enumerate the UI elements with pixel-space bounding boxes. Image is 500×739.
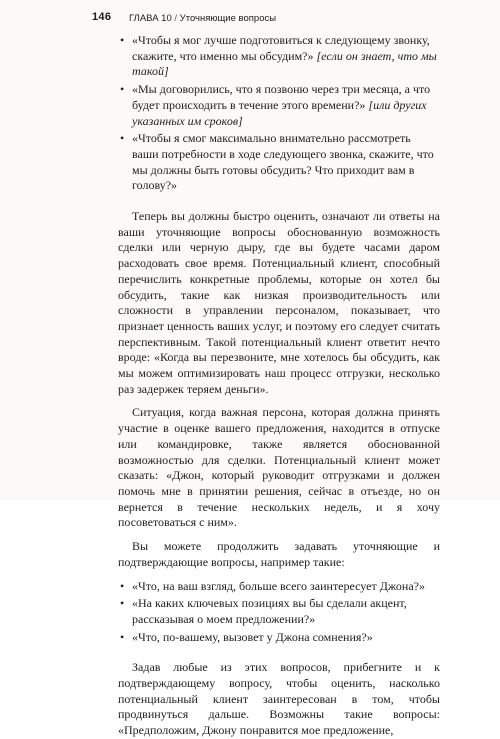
bullet-list-top <box>118 33 440 194</box>
chapter-label: ГЛАВА 10 <box>129 13 172 24</box>
paragraph: Вы можете продолжить задавать уточняющие и подтверждающие вопросы, например такие: <box>118 539 440 569</box>
paragraph: Задав любые из этих вопросов, прибегните и к подтверждающему вопросу, чтобы оценить, насколько потенциальный клиент заинтересован в том, чтобы продвинуться дальше. Возможны такие вопросы: «Предположим, Джону понравится мое предложение, <box>118 660 440 738</box>
body-text <box>118 33 440 739</box>
list-item-text: «Чтобы я мог лучше подготовиться к следующему звонку, скажите, что именно мы обсудим?» <box>132 33 430 63</box>
bullet-icon: • <box>120 33 125 47</box>
page-number: 146 <box>92 11 112 23</box>
bullet-icon: • <box>120 578 125 593</box>
list-item <box>118 579 440 595</box>
list-item-text: «Мы договорились, что я позвоню через три месяца, а что будет происходить в течение этого времени?» <box>132 82 431 112</box>
paragraph: Ситуация, когда важная персона, которая должна принять участие в оценке вашего предложения, находится в отпуске или командировке, также является обоснованной возможностью для сделки. Потенциальный клиент может сказать: «Джон, который руководит отгрузками и должен помочь мне в принятии решения, сейчас в отъезде, но он вернется в течение нескольких недель, и я хочу посоветоваться с ним». <box>118 405 440 530</box>
spacer <box>118 397 440 405</box>
bullet-icon: • <box>120 82 125 97</box>
paragraph: Теперь вы должны быстро оценить, означают ли ответы на ваши уточняющие вопросы обоснованную возможность сделки или черную дыру, где вы будете часами даром расходовать свое время. Потенциальный клиент, способный перечислить конкретные проблемы, которые он хотел бы обсудить, такие как низкая производительность или сложности в управлении персоналом, показывает, что признает ценность ваших услуг, и поэтому его следует считать перспективным. Такой потенциальный клиент ответит нечто вроде: «Когда вы перезвоните, мне хотелось бы обсудить, как мы можем оптимизировать наш процесс отгрузки, несколько раз задержек теряем деньги». <box>118 209 440 396</box>
list-item <box>118 630 440 646</box>
spacer <box>118 571 440 579</box>
list-item-note: [или других указанных им сроков] <box>132 97 427 128</box>
spacer <box>118 531 440 539</box>
list-item <box>118 33 440 80</box>
bullet-list-bottom <box>118 579 440 646</box>
bullet-icon: • <box>120 596 125 611</box>
bullet-icon: • <box>120 629 125 644</box>
bullet-icon: • <box>120 131 125 146</box>
spacer <box>118 647 440 660</box>
spacer <box>118 196 440 209</box>
list-item <box>118 131 440 194</box>
list-item-text: «Что, по-вашему, вызовет у Джона сомнения?» <box>132 629 373 644</box>
chapter-title: Уточняющие вопросы <box>179 13 277 24</box>
header-separator: / <box>174 13 178 24</box>
chapter-heading <box>129 11 276 27</box>
running-header <box>92 8 480 28</box>
list-item-note: [если он знает, что мы такой] <box>132 48 437 79</box>
list-item-text: «Чтобы я смог максимально внимательно рассмотреть ваши потребности в ходе следующего звонка, скажите, что мы должны быть готовы обсудить? Что приходит вам в голову?» <box>132 131 434 193</box>
list-item <box>118 82 440 129</box>
list-item-text: «Что, на ваш взгляд, больше всего заинтересует Джона?» <box>132 578 425 593</box>
list-item <box>118 596 440 627</box>
list-item-text: «На каких ключевых позициях вы бы сделали акцент, рассказывая о моем предложении?» <box>132 596 407 626</box>
